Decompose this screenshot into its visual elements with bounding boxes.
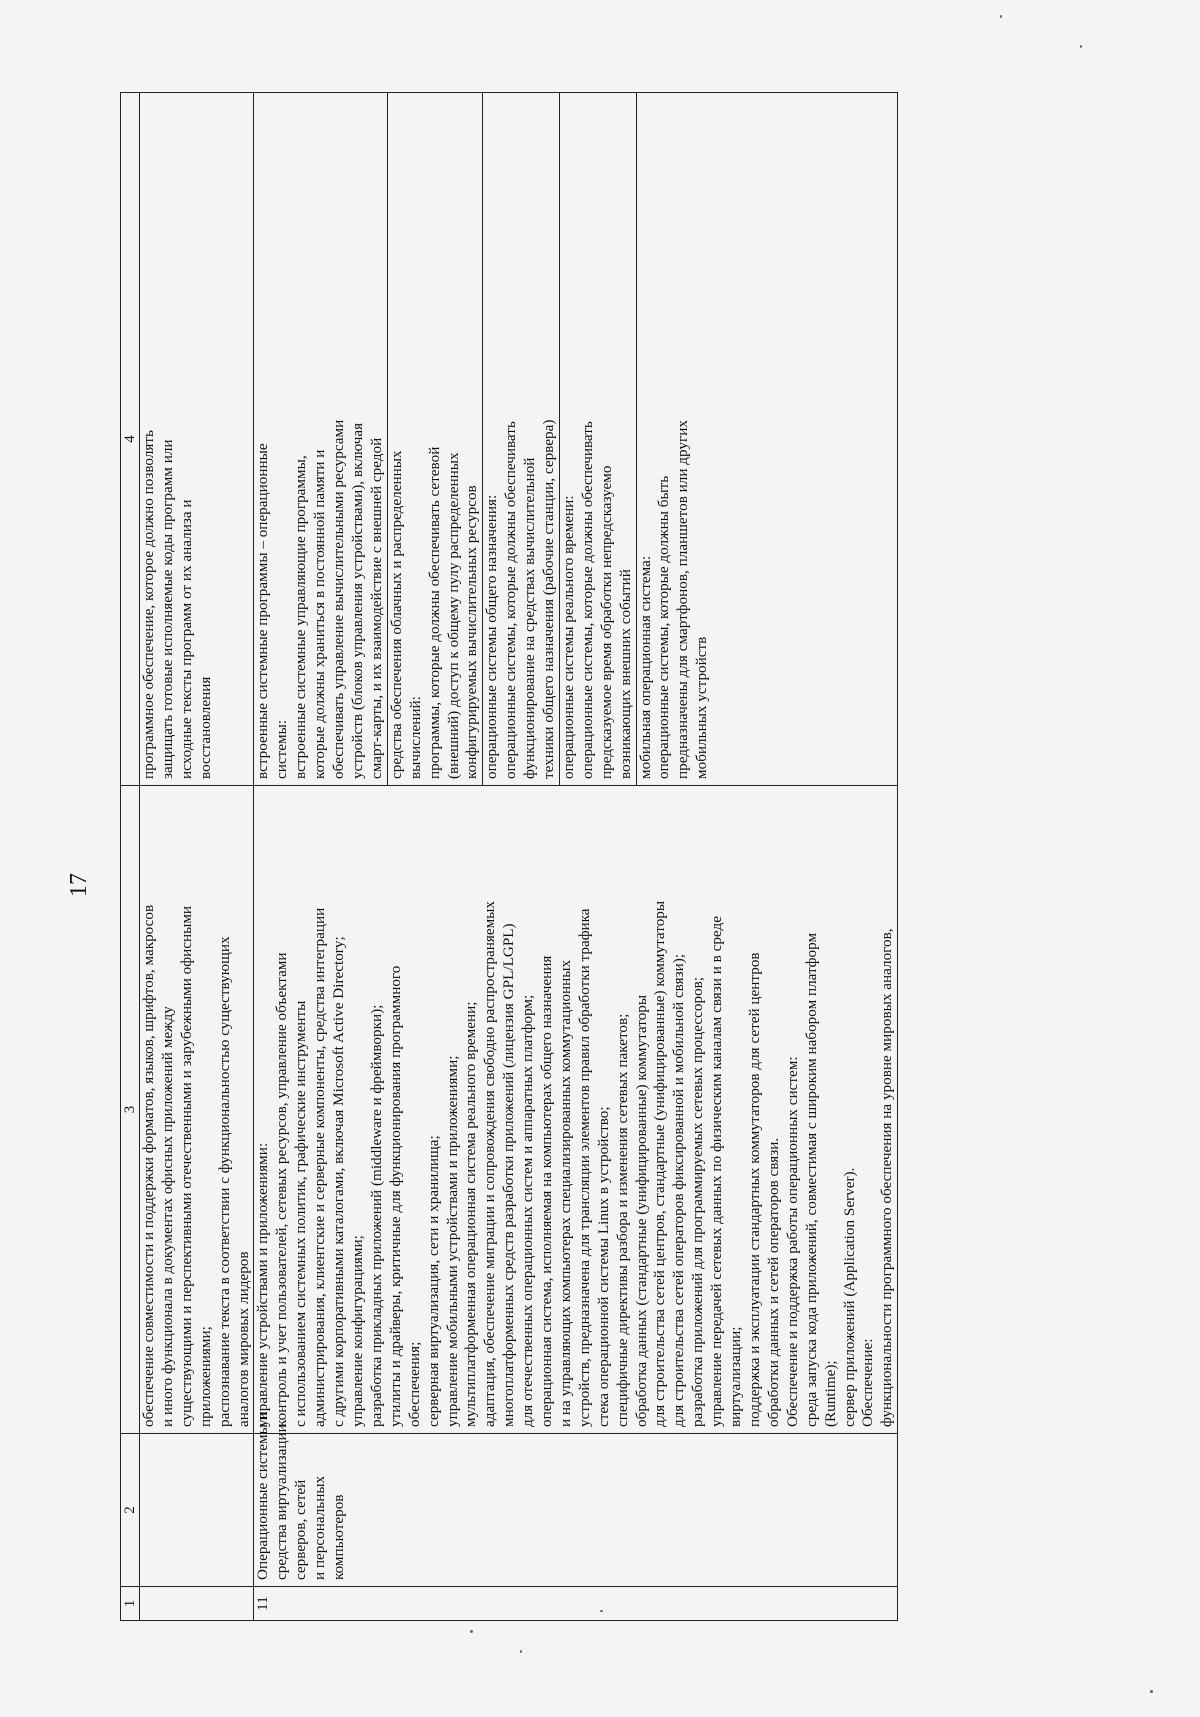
cell-description (254, 786, 898, 1434)
text-line: мобильных устройств (693, 636, 711, 779)
header-col-1: 1 (121, 1587, 140, 1621)
text-line: возникающих внешних событий (616, 569, 634, 779)
text-line: обеспечение совместимости и поддержки форматов, языков, шрифтов, макросов (140, 904, 157, 1427)
text-line: специфичные директивы разбора и изменения сетевых пакетов; (613, 1013, 631, 1427)
table-row-continued (140, 93, 254, 1621)
text-line: управление мобильными устройствами и приложениями; (443, 1055, 461, 1427)
text-line: управление передачей сетевых данных по физическим каналам связи и в среде (708, 916, 726, 1427)
text-line: и персональных (311, 1475, 329, 1580)
text-line: для строительства сетей центров, стандартные (унифицированные) коммутаторы (651, 900, 669, 1427)
text-line: контроль и учет пользователей, сетевых ресурсов, управление объектами (273, 952, 291, 1427)
text-line: операционные системы общего назначения: (483, 494, 501, 779)
text-line: операционные системы, которые должны обеспечивать (578, 421, 596, 779)
text-line: утилиты и драйверы, критичные для функционирования программного (386, 965, 404, 1427)
cell-category-empty (140, 1434, 254, 1587)
header-row (121, 93, 140, 1621)
text-line: встроенные системные программы – операционные (254, 443, 272, 779)
text-line: функционирование на средствах вычислительной (521, 457, 539, 779)
header-col-3: 3 (121, 786, 140, 1434)
cell-prev-col3 (140, 786, 254, 1434)
table-row-11 (254, 93, 898, 1621)
text-line: программы, которые должны обеспечивать сетевой (425, 446, 443, 779)
text-line: сервер приложений (Application Server). (840, 1167, 858, 1427)
text-line: с использованием системных политик, графические инструменты (292, 1000, 310, 1427)
scan-speck (470, 1630, 473, 1633)
text-line: конфигурируемых вычислительных ресурсов (463, 485, 481, 779)
text-line: обеспечения; (405, 1341, 423, 1427)
scan-speck (520, 1650, 522, 1653)
text-line: устройств (блоков управления устройствами), включая (348, 422, 366, 779)
class-group-embedded (254, 99, 386, 779)
text-line: для строительства сетей операторов фиксированной и мобильной связи); (670, 953, 688, 1427)
page-number: 17 (66, 873, 92, 897)
text-line: распознавание текста в соответствии с функциональностью существующих (215, 936, 233, 1427)
text-line: встроенные системные управляющие программы, (292, 455, 310, 779)
text-line: мобильная операционная система: (636, 555, 654, 779)
text-line: техники общего назначения (рабочие станции, сервера) (540, 419, 558, 779)
cell-category (254, 1412, 898, 1587)
scan-speck (600, 1610, 603, 1612)
text-line: серверная виртуализация, сети и хранилища; (424, 1135, 442, 1427)
text-line: исходные тексты программ от их анализа и (177, 499, 195, 779)
text-line: смарт-карты, и их взаимодействие с внешней средой (367, 437, 385, 779)
text-line: операционные системы реального времени: (559, 495, 577, 779)
text-line: функциональности программного обеспечения на уровне мировых аналогов, (878, 928, 896, 1427)
text-line: Операционные системы и (254, 1412, 272, 1580)
text-line: устройств, предназначена для трансляции элементов правил обработки трафика (575, 908, 593, 1427)
class-group-cloud (387, 93, 483, 785)
class-group-realtime-os (559, 93, 636, 785)
scan-speck (1080, 45, 1082, 48)
text-line: для отечественных операционных систем и аппаратных платформ; (519, 994, 537, 1427)
text-line: многоплатформенных средств разработки приложений (лицензия GPL/LGPL) (500, 923, 518, 1427)
text-line: операционные системы, которые должны быть (655, 475, 673, 779)
text-line: существующими и перспективными отечественными и зарубежными офисными (177, 905, 195, 1427)
text-line: программное обеспечение, которое должно позволять (140, 430, 157, 779)
text-line: (внешний) доступ к общему пулу распределенных (444, 452, 462, 779)
text-line: адаптация, обеспечение миграции и сопровождения свободно распространяемых (481, 901, 499, 1427)
text-line: мультиплатформенная операционная система реального времени; (462, 1001, 480, 1427)
text-line: администрирования, клиентские и серверные компоненты, средства интеграции (311, 907, 329, 1427)
text-line: и на управляющих компьютерах специализированных коммутационных (556, 959, 574, 1427)
text-line: защищать готовые исполняемые коды программ или (158, 439, 176, 779)
class-group-mobile-os (636, 93, 713, 785)
text-line: операционная система, исполняемая на компьютерах общего назначения (538, 955, 556, 1427)
requirements-table (120, 92, 898, 1621)
header-col-4: 4 (121, 93, 140, 786)
text-line: с другими корпоративными каталогами, включая Microsoft Active Directory; (330, 936, 348, 1427)
text-line: Обеспечение: (859, 1338, 877, 1427)
text-line: операционные системы, которые должны обеспечивать (502, 421, 520, 779)
header-col-2: 2 (121, 1434, 140, 1587)
text-line: стека операционной системы Linux в устройство; (594, 1106, 612, 1427)
text-line: обработки данных и сетей операторов связи. (764, 1137, 782, 1427)
text-line: приложениями; (196, 1326, 214, 1427)
text-line: которые должны храниться в постоянной памяти и (311, 449, 329, 779)
text-line: разработка приложений для программируемых сетевых процессоров; (689, 976, 707, 1427)
text-line: вычислений: (406, 696, 424, 779)
scan-speck (1000, 15, 1002, 18)
cell-classes (254, 93, 898, 786)
text-line: разработка прикладных приложений (middleware и фреймворки); (367, 1004, 385, 1427)
text-line: среда запуска кода приложений, совместимая с широким набором платформ (802, 932, 820, 1427)
text-line: управление конфигурациями; (348, 1235, 366, 1427)
class-group-general-os (482, 93, 559, 785)
text-line: серверов, сетей (292, 1479, 310, 1580)
text-line: восстановления (196, 676, 214, 779)
text-line: предсказуемое время обработки непредсказуемо (597, 465, 615, 779)
text-line: обеспечивать управление вычислительными ресурсами (330, 419, 348, 779)
cell-number-empty (140, 1587, 254, 1621)
text-line: аналогов мировых лидеров (234, 1251, 252, 1427)
text-line: (Runtime); (821, 1360, 839, 1427)
text-line: системы: (273, 719, 291, 779)
text-line: средства обеспечения облачных и распределенных (387, 450, 405, 779)
cell-row-number: 11 (254, 1587, 898, 1621)
text-line: поддержка и эксплуатации стандартных коммутаторов для сетей центров (746, 952, 763, 1427)
text-line: управление устройствами и приложениями: (254, 1142, 272, 1427)
text-line: Обеспечение и поддержка работы операционных систем: (783, 1056, 801, 1427)
text-line: виртуализации; (727, 1326, 745, 1427)
text-line: и иного функционала в документах офисных приложений между (158, 1006, 176, 1427)
text-line: средства виртуализации (273, 1424, 291, 1580)
cell-prev-col4 (140, 93, 254, 786)
text-line: компьютеров (330, 1494, 348, 1580)
text-line: обработка данных (стандартные (унифицированные) коммутаторы (632, 994, 650, 1427)
scan-speck (1150, 1690, 1153, 1693)
text-line: предназначены для смартфонов, планшетов или других (674, 420, 692, 779)
